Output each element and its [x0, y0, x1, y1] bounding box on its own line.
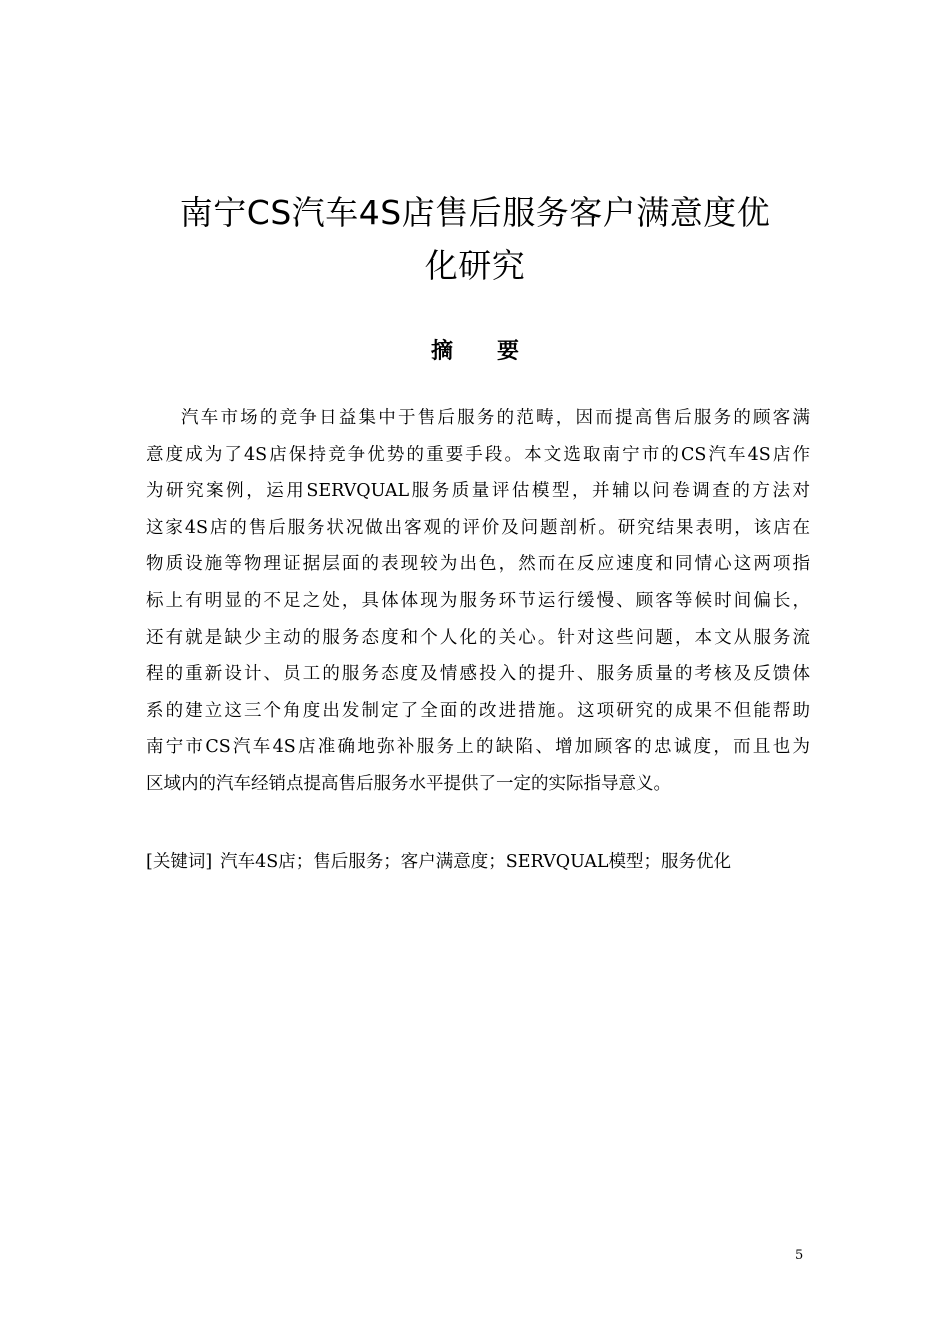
title-line-2: 化研究 [424, 246, 526, 285]
abstract-heading-char-1: 摘 [430, 339, 453, 364]
abstract-line: 汽车市场的竞争日益集中于售后服务的范畴，因而提高售后服务的顾客满 [181, 408, 810, 428]
abstract-line: 还有就是缺少主动的服务态度和个人化的关心。针对这些问题，本文从服务流 [146, 627, 810, 648]
abstract-line: 物质设施等物理证据层面的表现较为出色，然而在反应速度和同情心这两项指 [146, 554, 810, 575]
abstract-line: 为研究案例，运用SERVQUAL服务质量评估模型，并辅以问卷调查的方法对 [146, 481, 810, 502]
abstract-line: 标上有明显的不足之处，具体体现为服务环节运行缓慢、顾客等候时间偏长， [146, 590, 810, 611]
abstract-line: 南宁市CS汽车4S店准确地弥补服务上的缺陷、增加顾客的忠诚度，而且也为 [146, 737, 810, 758]
keywords-label: [关键词] [146, 852, 213, 872]
title-line-1: 南宁CS汽车4S店售后服务客户满意度优 [179, 193, 771, 232]
abstract-line: 系的建立这三个角度出发制定了全面的改进措施。这项研究的成果不但能帮助 [146, 700, 810, 721]
keywords-text: 汽车4S店；售后服务；客户满意度；SERVQUAL模型；服务优化 [220, 852, 732, 872]
abstract-line: 区域内的汽车经销点提高售后服务水平提供了一定的实际指导意义。 [146, 773, 671, 794]
abstract-line: 意度成为了4S店保持竞争优势的重要手段。本文选取南宁市的CS汽车4S店作 [146, 444, 810, 465]
document-title [120, 186, 830, 292]
keywords [146, 847, 731, 877]
abstract-heading-char-2: 要 [497, 339, 520, 364]
abstract-heading [0, 337, 950, 367]
abstract-line: 这家4S店的售后服务状况做出客观的评价及问题剖析。研究结果表明，该店在 [146, 517, 810, 538]
abstract-line: 程的重新设计、员工的服务态度及情感投入的提升、服务质量的考核及反馈体 [146, 664, 810, 685]
abstract-paragraph [146, 400, 810, 803]
page-number: 5 [795, 1248, 804, 1263]
